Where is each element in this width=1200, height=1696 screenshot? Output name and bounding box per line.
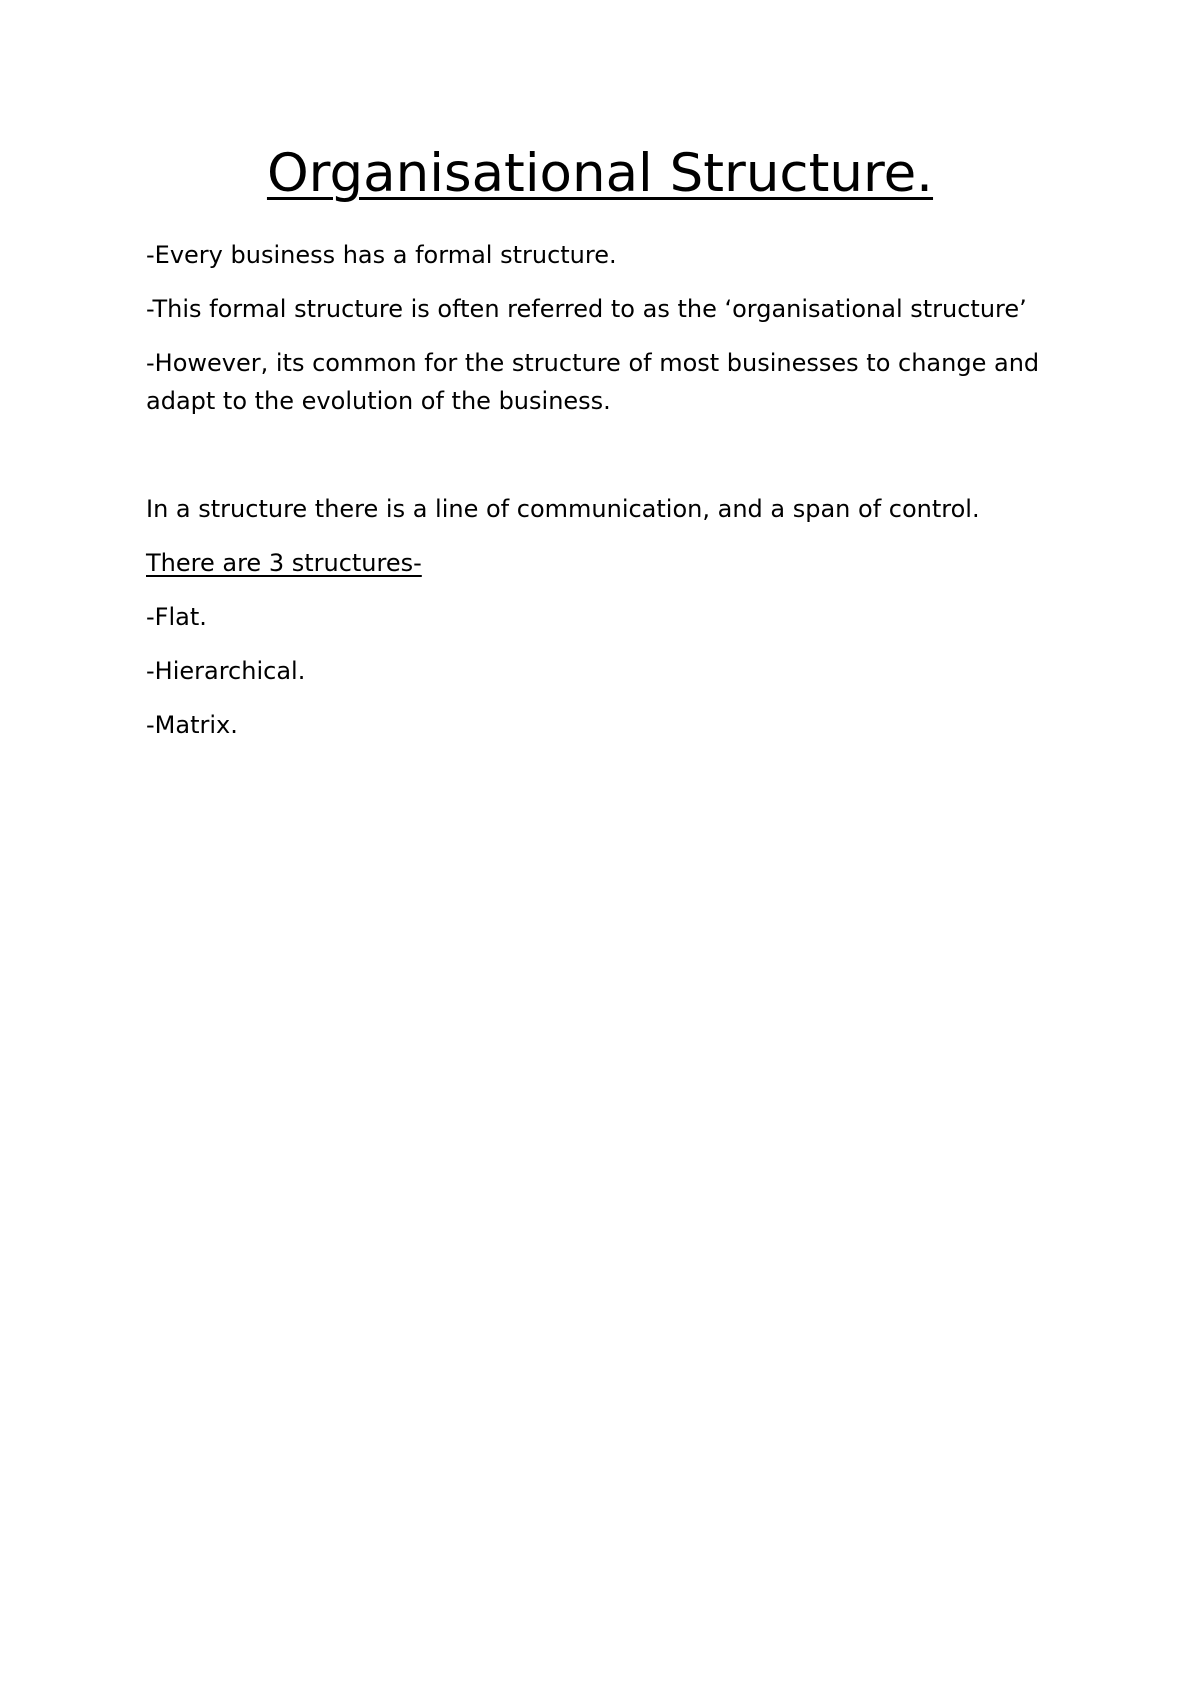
structure-item: -Matrix.: [146, 711, 238, 739]
paragraph: -This formal structure is often referred to as the ‘organisational structure’: [146, 295, 1027, 323]
structure-item: -Hierarchical.: [146, 657, 306, 685]
paragraph: In a structure there is a line of communication, and a span of control.: [146, 495, 980, 523]
document-body: [146, 236, 1066, 760]
paragraph: -Every business has a formal structure.: [146, 241, 617, 269]
structure-item: -Flat.: [146, 603, 207, 631]
paragraph: -However, its common for the structure of most businesses to change and adapt to the evolution of the business.: [146, 349, 1040, 415]
blank-line: [146, 436, 1066, 474]
document-title: Organisational Structure.: [266, 143, 934, 204]
structures-heading: There are 3 structures-: [146, 549, 422, 577]
